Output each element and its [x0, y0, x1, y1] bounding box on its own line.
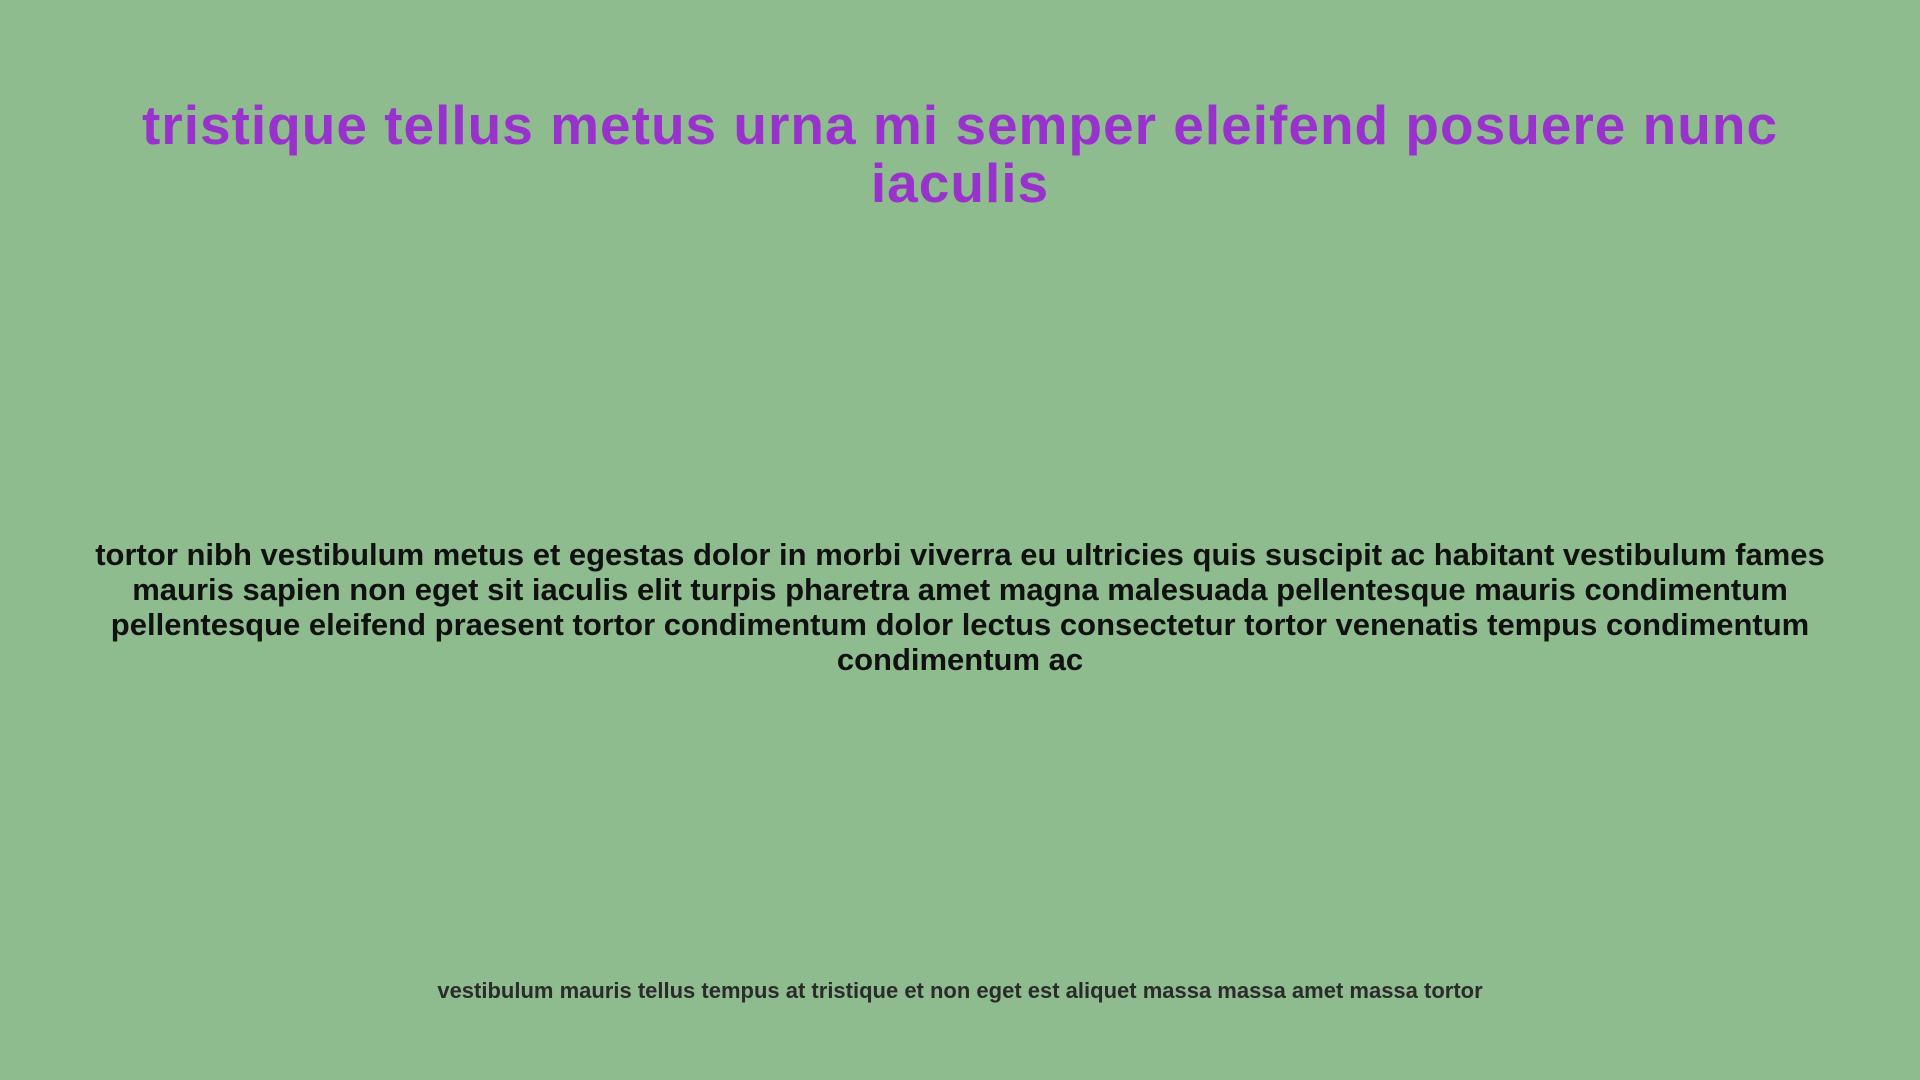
slide-footer-text: vestibulum mauris tellus tempus at tristique et non eget est aliquet massa massa amet massa tortor: [437, 978, 1483, 1003]
slide-body-text: tortor nibh vestibulum metus et egestas dolor in morbi viverra eu ultricies quis suscipit ac habitant vestibulum fames mauris sapien non eget sit iaculis elit turpis pharetra amet magna malesuada pellentesque mauris condimentum pellentesque eleifend praesent tortor condimentum dolor lectus consectetur tortor venenatis tempus condimentum condimentum ac: [95, 537, 1825, 677]
slide-title: tristique tellus metus urna mi semper eleifend posuere nunc iaculis: [141, 94, 1779, 214]
